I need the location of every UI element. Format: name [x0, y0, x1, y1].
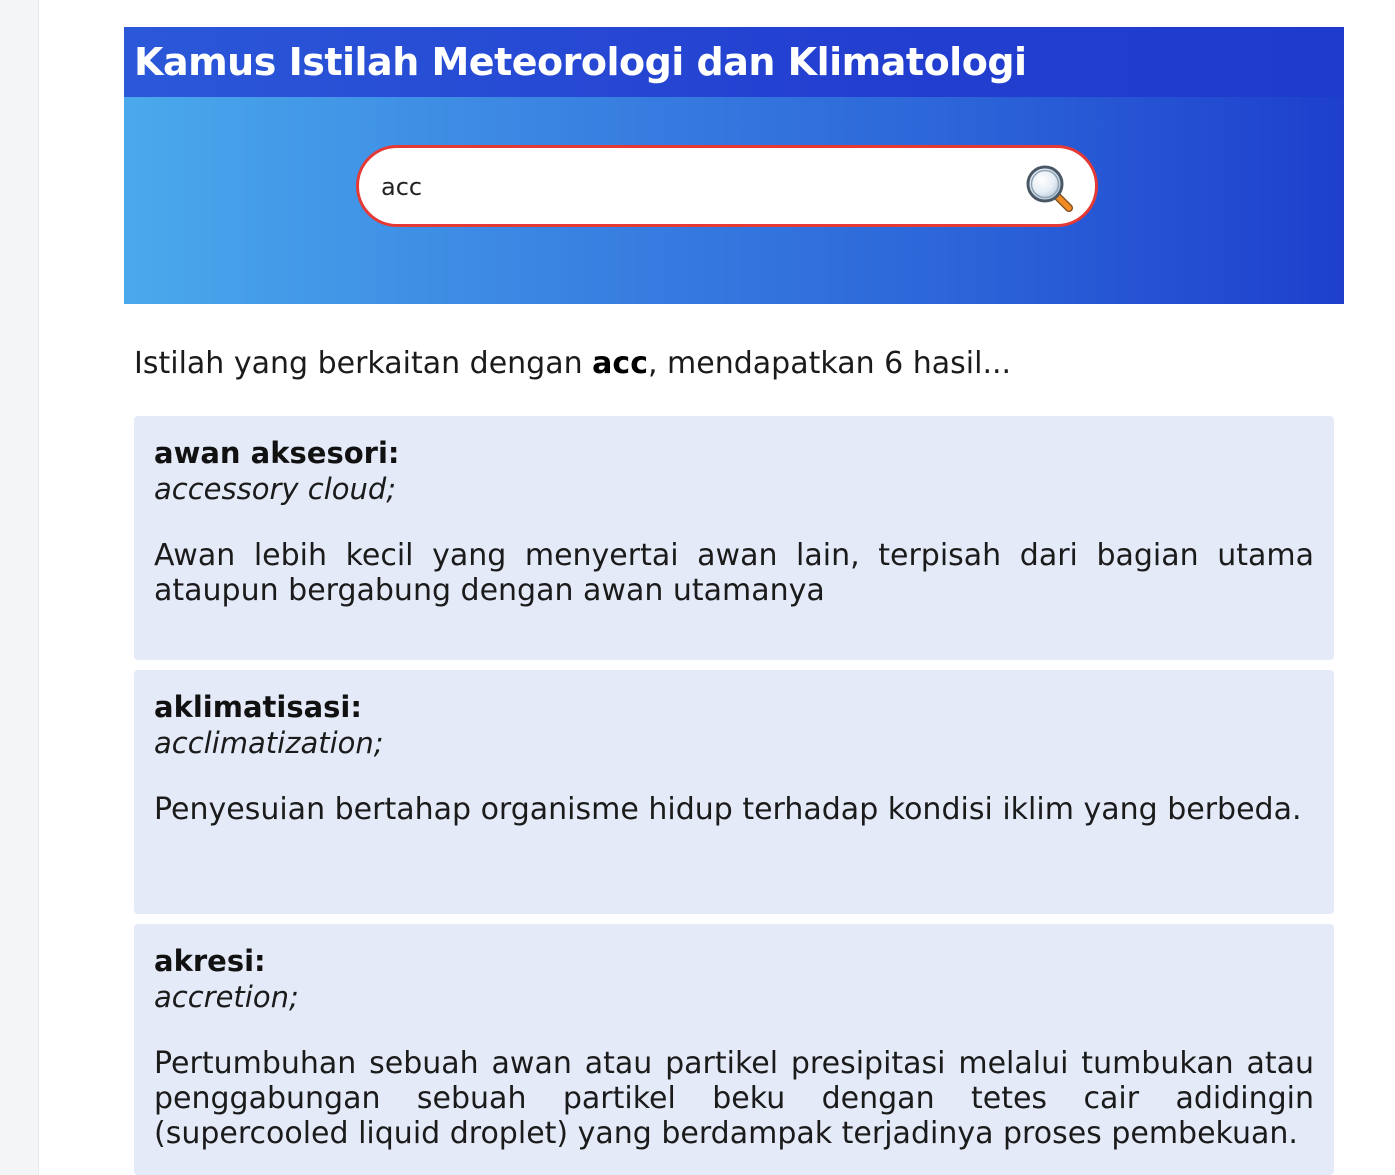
- result-english-term: acclimatization;: [154, 726, 384, 760]
- result-card: [134, 924, 1334, 1175]
- result-term: awan aksesori:: [154, 436, 400, 470]
- title-bar: [124, 27, 1344, 97]
- search-box: [356, 145, 1098, 227]
- result-english-term: accretion;: [154, 980, 299, 1014]
- result-term: akresi:: [154, 944, 266, 978]
- header-banner: [124, 27, 1344, 304]
- page-title: Kamus Istilah Meteorologi dan Klimatologi: [134, 40, 1027, 84]
- result-definition: Pertumbuhan sebuah awan atau partikel presipitasi melalui tumbukan atau penggabungan sebuah partikel beku dengan tetes cair adidingin (supercooled liquid droplet) yang berdampak terjadinya proses pembekuan.: [154, 1046, 1314, 1151]
- result-summary: [134, 342, 1011, 386]
- summary-query: acc: [592, 346, 648, 381]
- result-definition: Penyesuian bertahap organisme hidup terhadap kondisi iklim yang berbeda.: [154, 792, 1302, 827]
- result-term: aklimatisasi:: [154, 690, 362, 724]
- summary-suffix: , mendapatkan 6 hasil...: [647, 346, 1012, 381]
- result-card: [134, 670, 1334, 914]
- result-english-term: accessory cloud;: [154, 472, 397, 506]
- magnifier-icon: [1023, 164, 1077, 212]
- result-definition: Awan lebih kecil yang menyertai awan lain, terpisah dari bagian utama ataupun bergabung dengan awan utamanya: [154, 538, 1314, 608]
- search-button[interactable]: [1023, 164, 1077, 212]
- search-input[interactable]: [379, 166, 983, 208]
- summary-prefix: Istilah yang berkaitan dengan: [134, 346, 593, 381]
- left-rail: [0, 0, 39, 1175]
- result-card: [134, 416, 1334, 660]
